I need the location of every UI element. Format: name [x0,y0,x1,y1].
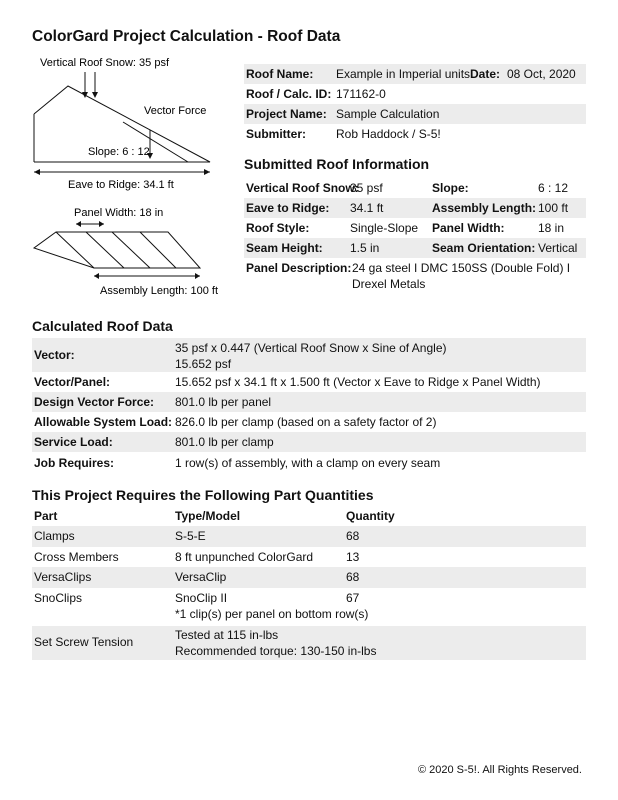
table-row: SnoClips SnoClip II *1 clip(s) per panel on bottom row(s) 67 [34,591,369,621]
job-requires-value: 1 row(s) of assembly, with a clamp on every seam [175,456,441,470]
parts-header-row [32,506,586,526]
tension-value: Tested at 115 in-lbs Recommended torque: 130-150 in-lbs [175,628,377,658]
slope-label: Slope: 6 : 12 [88,146,150,158]
roof-name-row: Roof Name: Example in Imperial units Date: 08 Oct, 2020 [244,64,586,84]
vector-row: Vector: 35 psf x 0.447 (Vertical Roof Snow x Sine of Angle) 15.652 psf [32,338,586,372]
table-row: Cross Members 8 ft unpunched ColorGard 13 [34,550,360,564]
snoclip-type: SnoClip II *1 clip(s) per panel on bottom row(s) [175,591,369,621]
set-screw-tension-row: Set Screw Tension Tested at 115 in-lbs Recommended torque: 130-150 in-lbs [32,626,586,660]
panel-description-value: 24 ga steel I DMC 150SS (Double Fold) I Drexel Metals [352,261,571,291]
allowable-load-row: Allowable System Load: 826.0 lb per clamp (based on a safety factor of 2) [32,412,586,432]
col-part: Part [34,509,58,523]
copyright-footer: © 2020 S-5!. All Rights Reserved. [417,764,582,776]
service-load-value: 801.0 lb per clamp [175,435,274,449]
parts-table [32,506,586,658]
eave-value: 34.1 ft [350,201,384,215]
project-info [244,64,586,144]
vector-force-label: Vector Force [144,105,207,117]
roof-style-value: Single-Slope [350,221,419,235]
calc-id: 171162-0 [336,87,386,101]
panel-width-value: 18 in [538,221,565,235]
snow-load-label: Vertical Roof Snow: 35 psf [40,57,170,69]
submitted-row-1: Vertical Roof Snow: 35 psf Slope: 6 : 12 [244,178,586,198]
submitted-row-3: Roof Style: Single-Slope Panel Width: 18 in [244,218,586,238]
submitter-row: Submitter: Rob Haddock / S-5! [244,124,586,144]
submitted-info [244,178,586,294]
vector-value: 35 psf x 0.447 (Vertical Roof Snow x Sine of Angle) 15.652 psf [175,341,447,371]
project-name: Sample Calculation [336,107,440,121]
vector-panel-value: 15.652 psf x 34.1 ft x 1.500 ft (Vector x Eave to Ridge x Panel Width) [175,375,541,389]
parts-heading: This Project Requires the Following Part Quantities [32,487,374,503]
roof-slope-diagram [28,52,228,302]
submitter: Rob Haddock / S-5! [336,127,441,141]
seam-height-value: 1.5 in [350,241,380,255]
panel-width-label: Panel Width: 18 in [74,207,164,219]
table-row: VersaClips VersaClip 68 [32,567,586,588]
design-vector-row: Design Vector Force: 801.0 lb per panel [32,392,586,412]
vector-panel-row: Vector/Panel: 15.652 psf x 34.1 ft x 1.500 ft (Vector x Eave to Ridge x Panel Width) [32,372,586,392]
service-load-row: Service Load: 801.0 lb per clamp [32,432,586,452]
page-title: ColorGard Project Calculation - Roof Data [32,28,341,45]
col-type: Type/Model [175,509,241,523]
col-quantity: Quantity [346,509,395,523]
eave-to-ridge-label: Eave to Ridge: 34.1 ft [68,179,174,191]
panel-description-row: Panel Description: 24 ga steel I DMC 150SS (Double Fold) I Drexel Metals [246,261,571,291]
job-requires-row: Job Requires: 1 row(s) of assembly, with a clamp on every seam [32,452,586,474]
design-vector-value: 801.0 lb per panel [175,395,272,409]
calc-id-row: Roof / Calc. ID: 171162-0 [244,84,586,104]
calculated-heading: Calculated Roof Data [32,318,173,334]
submitted-row-2: Eave to Ridge: 34.1 ft Assembly Length: 100 ft [244,198,586,218]
slope-value: 6 : 12 [538,181,569,195]
allowable-load-value: 826.0 lb per clamp (based on a safety factor of 2) [175,415,437,429]
calculated-table [32,338,586,474]
submitted-row-4: Seam Height: 1.5 in Seam Orientation: Vertical [244,238,586,258]
assembly-value: 100 ft [538,201,569,215]
snow-value: 35 psf [350,181,383,195]
project-date: 08 Oct, 2020 [507,67,576,81]
assembly-length-label: Assembly Length: 100 ft [100,285,219,297]
project-name-row: Project Name: Sample Calculation [244,104,586,124]
submitted-heading: Submitted Roof Information [244,156,430,172]
seam-orientation-value: Vertical [538,241,578,255]
roof-name: Example in Imperial units [336,67,471,81]
table-row: Clamps S-5-E 68 [32,526,586,547]
